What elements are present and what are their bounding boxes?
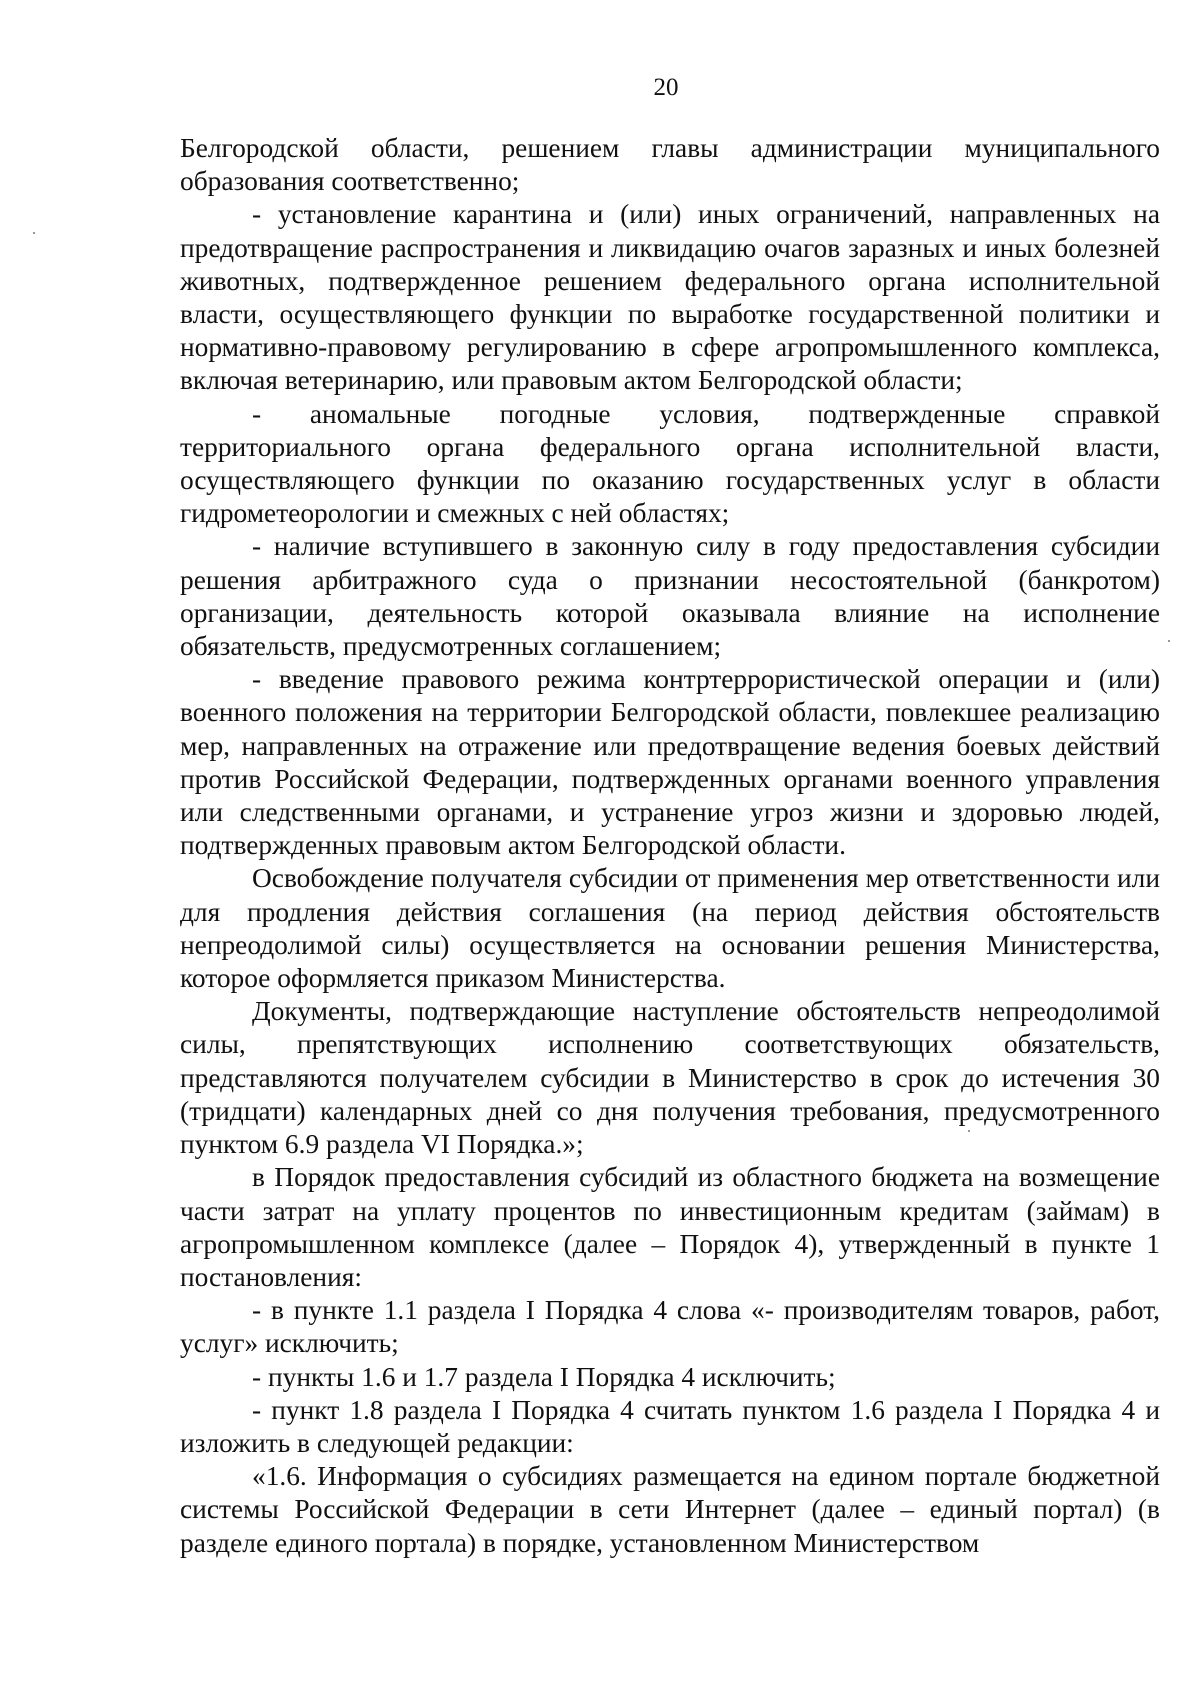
paragraph: Белгородской области, решением главы администрации муниципального образования соответственно; <box>180 133 1160 197</box>
paragraph: Документы, подтверждающие наступление обстоятельств непреодолимой силы, препятствующих исполнению соответствующих обязательств, представляются получателем субсидии в Министерство в срок до истечения 30 (тридцати) календарных дней со дня получения требования, предусмотренного пунктом 6.9 раздела VI Порядка.»; <box>180 996 1160 1160</box>
paragraph: - установление карантина и (или) иных ограничений, направленных на предотвращение распространения и ликвидацию очагов заразных и иных болезней животных, подтвержденное решением федерального органа исполнительной власти, осуществляющего функции по выработке государственной политики и нормативно-правовому регулированию в сфере агропромышленного комплекса, включая ветеринарию, или правовым актом Белгородской области; <box>180 199 1160 396</box>
document-body <box>180 132 1160 1560</box>
paragraph: - аномальные погодные условия, подтвержденные справкой территориального органа федерального органа исполнительной власти, осуществляющего функции по оказанию государственных услуг в области гидрометеорологии и смежных с ней областях; <box>180 398 1160 529</box>
paragraph: Освобождение получателя субсидии от применения мер ответственности или для продления действия соглашения (на период действия обстоятельств непреодолимой силы) осуществляется на основании решения Министерства, которое оформляется приказом Министерства. <box>180 863 1160 994</box>
paragraph: - пункт 1.8 раздела I Порядка 4 считать пунктом 1.6 раздела I Порядка 4 и изложить в следующей редакции: <box>180 1394 1160 1458</box>
paragraph: - введение правового режима контртеррористической операции и (или) военного положения на территории Белгородской области, повлекшее реализацию мер, направленных на отражение или предотвращение ведения боевых действий против Российской Федерации, подтвержденных органами военного управления или следственными органами, и устранение угроз жизни и здоровью людей, подтвержденных правовым актом Белгородской области. <box>180 664 1160 861</box>
paragraph: - наличие вступившего в законную силу в году предоставления субсидии решения арбитражного суда о признании несостоятельной (банкротом) организации, деятельность которой оказывала влияние на исполнение обязательств, предусмотренных соглашением; <box>180 531 1160 662</box>
paragraph: - в пункте 1.1 раздела I Порядка 4 слова «- производителям товаров, работ, услуг» исключить; <box>180 1295 1160 1359</box>
scan-speck <box>1168 640 1170 642</box>
page-number: 20 <box>653 74 679 101</box>
scan-speck <box>33 232 35 234</box>
paragraph: в Порядок предоставления субсидий из областного бюджета на возмещение части затрат на уплату процентов по инвестиционным кредитам (займам) в агропромышленном комплексе (далее – Порядок 4), утвержденный в пункте 1 постановления: <box>180 1162 1160 1292</box>
paragraph: - пункты 1.6 и 1.7 раздела I Порядка 4 исключить; <box>252 1361 836 1392</box>
scan-speck <box>968 1130 970 1132</box>
paragraph: «1.6. Информация о субсидиях размещается на едином портале бюджетной системы Российской Федерации в сети Интернет (далее – единый портал) (в разделе единого портала) в порядке, установленном Министерством <box>180 1461 1160 1558</box>
